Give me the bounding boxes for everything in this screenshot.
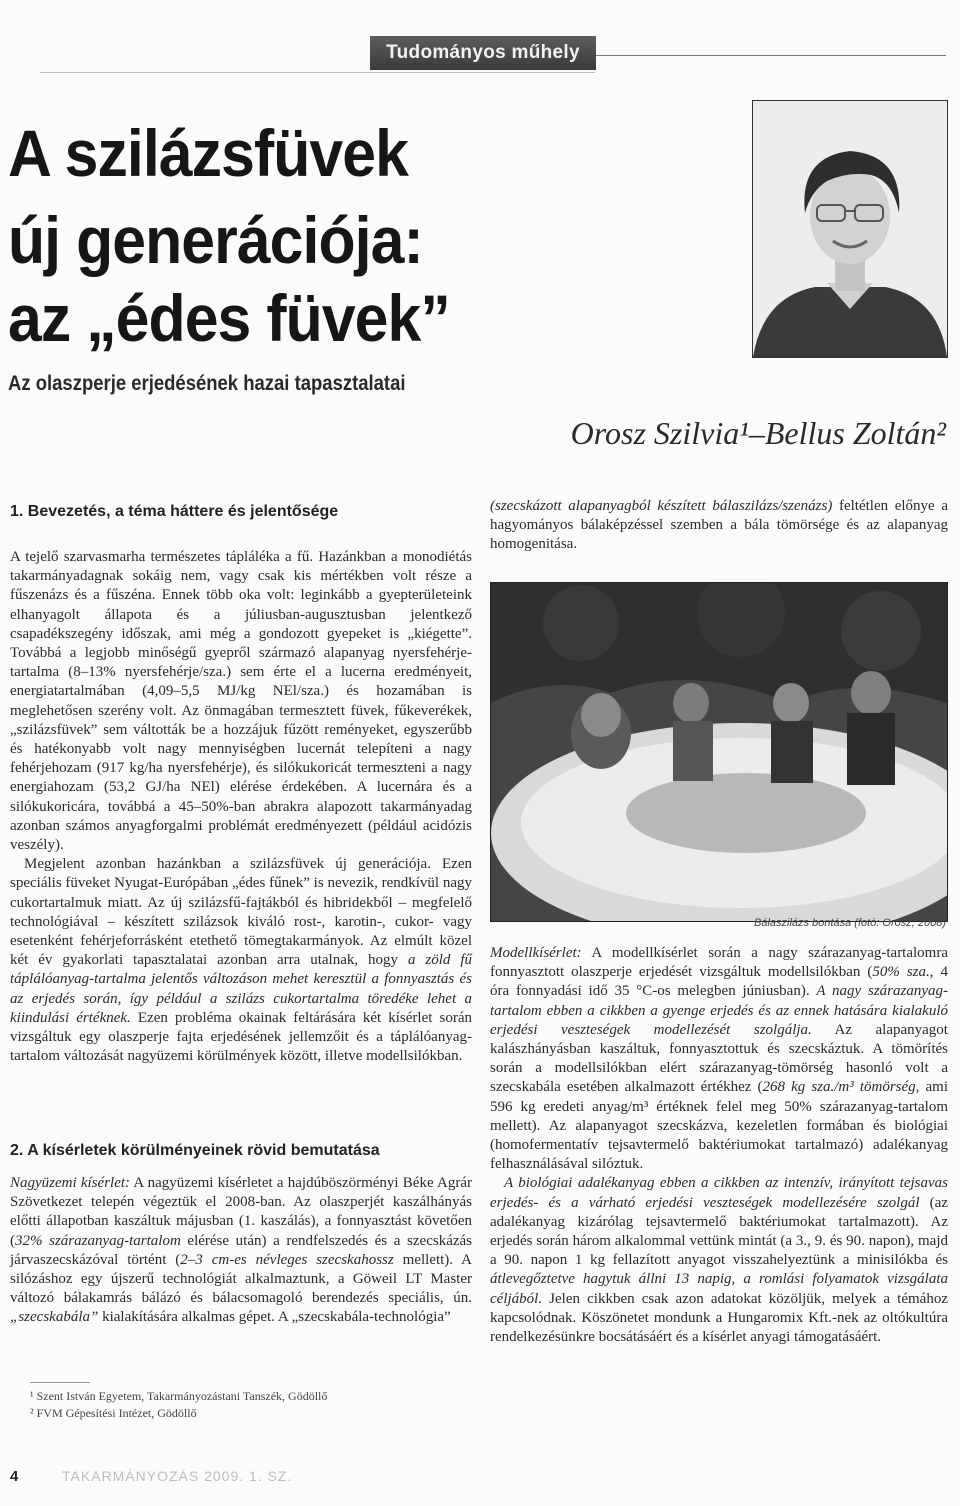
- header-rule: [596, 55, 946, 56]
- emphasis: a zöld fű táplálóanyag-tartalma jelentős változáson mehet keresztül a fonnyasztás és az erjedés során, így például a szilázs cukortartalma töredéke lehet a kiindulási értéknek.: [10, 952, 472, 1026]
- text: , 4 óra fonnyadási idő 35 °C-os melegben júniusban).: [490, 964, 949, 1000]
- section-2-heading: 2. A kísérletek körülményeinek rövid bemutatása: [10, 1142, 380, 1159]
- lead-in: Nagyüzemi kísérlet:: [10, 1175, 131, 1191]
- emphasis: 32% szárazanyag-tartalom: [15, 1232, 181, 1249]
- column-2-intro: [490, 497, 948, 555]
- author-portrait: [752, 100, 948, 358]
- paragraph: A tejelő szarvasmarha természetes tápláléka a fű. Hazánkban a monodiétás takarmányadagnak sokáig nem, vagy csak kis mértékben volt része a fűszenázs és a fűszéna. Ennek több oka volt: leginkább a gyepterületeink elhanyagolt állapota és a júliusban-augusztusban jelentkező csapadékszegény időszak, ami még a gondozott gyepeket is „kiégette”. Továbbá a legjobb minőségű gyepről származó alapanyag nyersfehérje-tartalma (8–13% nyersfehérje/sza.) sem érte el a lucerna eredményeit, energiatartalmában (4,09–5,5 MJ/kg NEl/sza.) és hozamában is meglehetősen szerény volt. Az önmagában termesztett füvek, fűkeverékek, „szilázsfüvek” sem váltották be a hozzájuk fűzött reményeket, egyszerűbb és hatékonyabb volt nagy mennyiségben lucernát telepíteni a nagy fehérjehozam (917 kg/ha nyersfehérje), és silókukoricát termeszteni a nagy energiahozam (53,2 GJ/ha NEl) elérése érdekében. A lucernára és a silókukoricára, továbbá a 45–50%-ban abrakra alapozott takarmányadag azonban számos anyagforgalmi problémát eredményezett (például acidózis veszély).: [10, 549, 472, 854]
- page-number: 4: [10, 1468, 19, 1485]
- text: A nagyüzemi kísérletet a hajdúböszörményi Béke Agrár Szövetkezet telepén végeztük el 2008-ban. Az olaszperjét kaszálhányás előtti állapotban kaszáltuk májusban (1. kaszálás), a fonnyasztást követően (: [10, 1175, 472, 1249]
- emphasis: átlevegőztetve hagytuk állni 13 napig, a romlási folyamatok vizsgálata céljából.: [490, 1271, 948, 1307]
- article-subtitle: Az olaszperje erjedésének hazai tapasztalatai: [8, 372, 406, 395]
- emphasis: A nagy szárazanyag-tartalom ebben a cikkben a gyenge erjedés és az ennek hatására kialakuló erjedési veszteségek modellezését szolgálja.: [490, 983, 948, 1038]
- article-authors: Orosz Szilvia¹–Bellus Zoltán²: [570, 415, 946, 451]
- photo-illustration: [491, 583, 947, 921]
- article-title-line-3: az „édes füvek”: [8, 281, 450, 355]
- emphasis: 2–3 cm-es névleges szecskahossz: [180, 1251, 394, 1268]
- text: Megjelent azonban hazánkban a szilázsfüvek új generációja. Ezen speciális füveket Nyugat-Európában „édes fűnek” is nevezik, rendkívül nagy cukortartalmuk miatt. Az új szilázsfű-fajtákból és hibridekből – megfelelő technológiával – készített szilázsok kiváló rost-, karotin-, cukor- vagy esetenként fehérjeforrásként etethető tömegtakarmányok. Az elmúlt közel két év gyakorlati tapasztalatai azonban arra utalnak, hogy: [10, 856, 472, 969]
- text: (az adalékanyag kizárólag tejsavtermelő baktériumokat tartalmazott). Az erjedés során három alkalommal vettünk mintát (a 3., 9. és 90. napon), majd a 90. napon 1 kg fellazított anyagot visszahelyeztünk a minisilókba és: [490, 1194, 948, 1269]
- text: kialakítására alkalmas gépet. A „szecskabála-technológia”: [98, 1309, 451, 1326]
- section-banner: Tudományos műhely: [370, 36, 596, 70]
- header-rule-left: [40, 72, 595, 73]
- emphasis: (szecskázott alapanyagból készített bálaszilázs/szenázs): [490, 498, 833, 514]
- section-2-body: [10, 1174, 472, 1328]
- emphasis: 268 kg sza./m³ tömörség: [762, 1079, 916, 1096]
- text: A modellkísérlet során a nagy szárazanyag-tartalomra fonnyasztott olaszperje erjedését vizsgáltuk modellsilókban (: [490, 945, 948, 981]
- text: Jelen cikkben csak azon adatokat közöljük, melyek a témához kapcsolódnak. Köszönetet mondunk a Hungaromix Kft.-nek az oltókultúra rendelkezésünkre bocsátásáért és a kísérlet anyagi támogatásáért.: [490, 1290, 948, 1346]
- paragraph: [490, 1174, 948, 1347]
- text: mellett). A silózáshoz egy újszerű technológiát alkalmaztunk, a Göweil LT Master változó bálakamrás bálázó és bálacsomagoló berendezés speciális, ún.: [10, 1251, 472, 1307]
- paragraph: [490, 497, 948, 555]
- text: elérése után) a rendfelszedés és a szecskázás járvaszecskázóval történt (: [10, 1232, 472, 1268]
- section-1-body: [10, 548, 472, 1066]
- article-title-line-2: új generációja:: [8, 203, 423, 277]
- footnote-2: ² FVM Gépesítési Intézet, Gödöllő: [30, 1406, 197, 1420]
- footnote-1: ¹ Szent István Egyetem, Takarmányozástani Tanszék, Gödöllő: [30, 1389, 328, 1403]
- paragraph: [490, 944, 948, 1174]
- section-1-heading: 1. Bevezetés, a téma háttere és jelentősége: [10, 503, 339, 520]
- text: Ezen probléma okainak feltárására két kísérlet során vizsgáltuk egy olaszperje fajta erjedésének jellemzőit és a táplálóanyag-tartalom változását nagyüzemi körülmények között, illetve modellsilókban.: [10, 1009, 472, 1065]
- paragraph: [10, 1174, 472, 1328]
- emphasis: 50% sza.: [872, 964, 930, 981]
- footnote-rule: [30, 1382, 90, 1383]
- emphasis: „szecskabála”: [10, 1309, 99, 1326]
- emphasis: A biológiai adalékanyag ebben a cikkben az intenzív, irányított tejsavas erjedés- és a várható erjedési veszteségek modellezésére szolgál: [490, 1175, 948, 1211]
- photo-caption: Bálaszilázs bontása (fotó: Orosz, 2008): [754, 917, 946, 929]
- portrait-illustration: [753, 101, 947, 357]
- article-title-line-1: A szilázsfüvek: [8, 116, 408, 190]
- journal-name: TAKARMÁNYOZÁS 2009. 1. SZ.: [62, 1468, 293, 1484]
- lead-in: Modellkísérlet:: [490, 945, 582, 961]
- footnotes: [30, 1388, 470, 1422]
- text: , ami 596 kg eredeti anyag/m³ értéknek felel meg 50% szárazanyag-tartalom mellett). Az alapanyagot szecskázva, kezeletlen formában és biológiai (homofermentatív tejsavtermelő baktériumokat tartalmazó) adalékanyag felhasználásával silóztuk.: [490, 1079, 948, 1173]
- text: feltétlen előnye a hagyományos bálaképzéssel szemben a bála tömörsége és az alapanyag homogenitása.: [490, 498, 948, 553]
- text: Az alapanyagot kalászhányásban kaszáltuk, fonnyasztottuk és szecskáztuk. A tömörítés során a modellsilókban elért szárazanyag-tömörség hasonló volt a szecskabála esetében alkalmazott értékhez (: [490, 1021, 948, 1096]
- paragraph: [10, 855, 472, 1066]
- column-2-body: [490, 944, 948, 1347]
- bale-silage-photo: [490, 582, 948, 922]
